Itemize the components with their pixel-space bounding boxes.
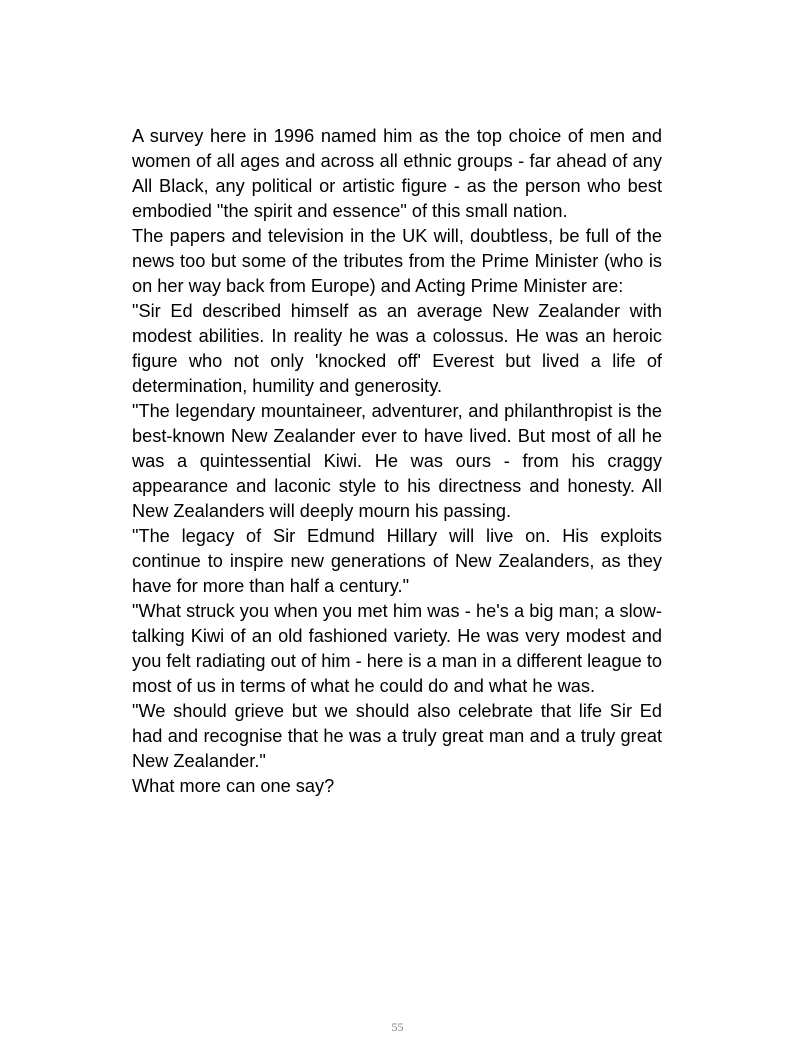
paragraph-quote-grieve: "We should grieve but we should also celebrate that life Sir Ed had and recognise that he was a truly great man and a truly great New Zealander." bbox=[132, 701, 662, 771]
body-text bbox=[132, 124, 662, 799]
paragraph-quote-legacy: "The legacy of Sir Edmund Hillary will live on. His exploits continue to inspire new generations of New Zealanders, as they have for more than half a century." bbox=[132, 526, 662, 596]
paragraph-quote-legendary: "The legendary mountaineer, adventurer, and philanthropist is the best-known New Zealander ever to have lived. But most of all he was a quintessential Kiwi. He was ours - from his craggy appearance and laconic style to his directness and honesty. All New Zealanders will deeply mourn his passing. bbox=[132, 401, 662, 521]
page-number: 55 bbox=[391, 1020, 404, 1034]
paragraph-survey: A survey here in 1996 named him as the top choice of men and women of all ages and across all ethnic groups - far ahead of any All Black, any political or artistic figure - as the person who best embodied "the spirit and essence" of this small nation. bbox=[132, 126, 662, 221]
paragraph-quote-big-man: "What struck you when you met him was - he's a big man; a slow-talking Kiwi of an old fashioned variety. He was very modest and you felt radiating out of him - here is a man in a different league to most of us in terms of what he could do and what he was. bbox=[132, 601, 662, 696]
paragraph-closing: What more can one say? bbox=[132, 776, 335, 796]
paragraph-tributes-intro: The papers and television in the UK will, doubtless, be full of the news too but some of the tributes from the Prime Minister (who is on her way back from Europe) and Acting Prime Minister are: bbox=[132, 226, 662, 296]
paragraph-quote-colossus: "Sir Ed described himself as an average New Zealander with modest abilities. In reality he was a colossus. He was an heroic figure who not only 'knocked off' Everest but lived a life of determination, humility and generosity. bbox=[132, 301, 662, 396]
